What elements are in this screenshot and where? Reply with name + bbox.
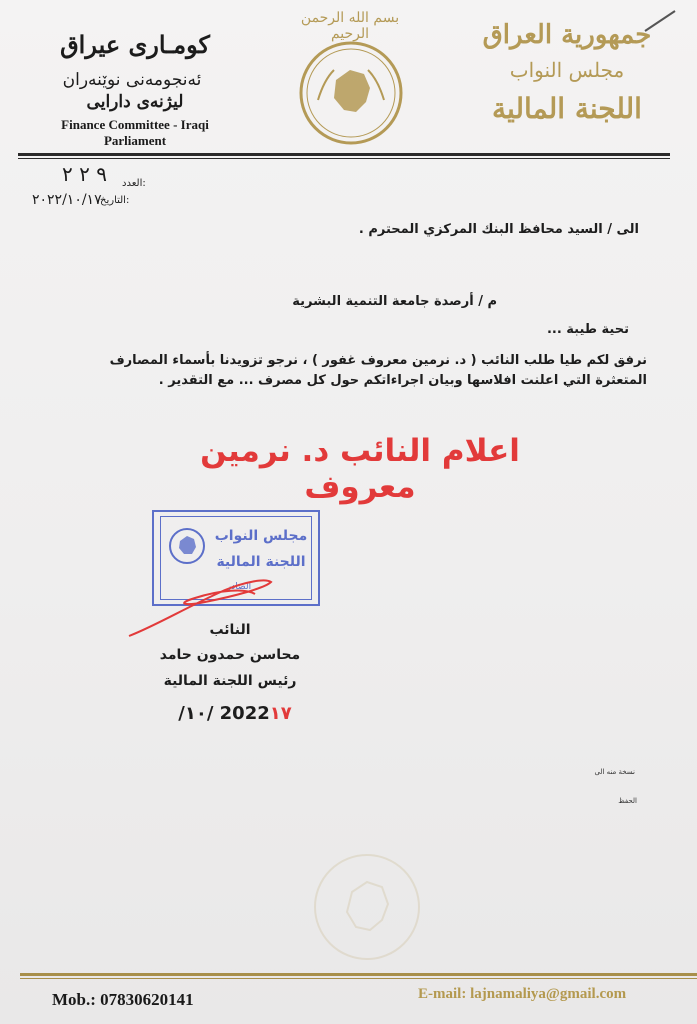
handwritten-red-note: اعلام النائب د. نرمين معروف [200, 433, 520, 505]
body-paragraph-line-1: نرفق لكم طيا طلب النائب ( د. نرمين معروف غفور ) ، نرجو تزويدنا بأسماء المصارف [109, 353, 647, 368]
footer-divider [20, 973, 697, 976]
stamp-line-parliament: مجلس النواب [214, 528, 308, 544]
signatory-title: النائب [209, 622, 251, 638]
header-divider-thin [18, 158, 670, 159]
greeting-line: تحية طيبة ... [546, 322, 629, 337]
ref-number-value: ٩ ٢ ٢ [62, 162, 107, 186]
kurdish-committee: لیژنەی دارایی [86, 92, 184, 112]
english-committee-name: Finance Committee - Iraqi Parliament [61, 117, 209, 148]
stamp-line-committee: اللجنة المالية [216, 554, 306, 570]
ref-date-label: التاريخ: [100, 195, 130, 206]
copy-to-label: نسخة منه الى [594, 768, 635, 776]
subject-line: م / أرصدة جامعة التنمية البشرية [292, 294, 497, 309]
file-label: الحفظ [618, 797, 637, 805]
signatory-role: رئيس اللجنة المالية [163, 673, 297, 689]
recipient-line: الى / السيد محافظ البنك المركزي المحترم . [358, 222, 639, 237]
body-paragraph-line-2: المتعثرة التي اعلنت افلاسها وبيان اجراءاتكم حول كل مصرف ... مع التقدير . [158, 373, 647, 388]
footer-mobile: Mob.: 07830620141 [52, 990, 194, 1009]
watermark-emblem-icon [312, 852, 422, 962]
republic-of-iraq-heading: جمهورية العراق [482, 20, 652, 50]
footer-email: E-mail: lajnamaliya@gmail.com [418, 986, 627, 1002]
kurdish-subtitle: ئەنجومەنی نوێنەران [62, 70, 202, 90]
finance-committee-heading: اللجنة المالية [492, 92, 642, 125]
parliament-emblem-icon [298, 40, 404, 146]
signatory-name: محاسن حمدون حامد [159, 647, 301, 663]
parliament-heading: مجلس النواب [509, 58, 625, 82]
header-divider [18, 153, 670, 156]
stamp-line-outgoing: الصادر [226, 582, 252, 592]
signature-date-rest: /١٠/ 2022 [178, 703, 270, 724]
footer-divider-thin [20, 978, 697, 979]
kurdish-title: کومـاری عیراق [60, 30, 210, 59]
ref-date-value: ٢٠٢٢/١٠/١٧ [32, 192, 102, 208]
stamp-emblem-icon [168, 527, 206, 565]
basmala: بسم الله الرحمن الرحيم [300, 10, 400, 42]
signature-date-day: ١٧ [269, 703, 292, 724]
ref-number-label: العدد: [122, 178, 146, 189]
signature-date [160, 703, 310, 724]
